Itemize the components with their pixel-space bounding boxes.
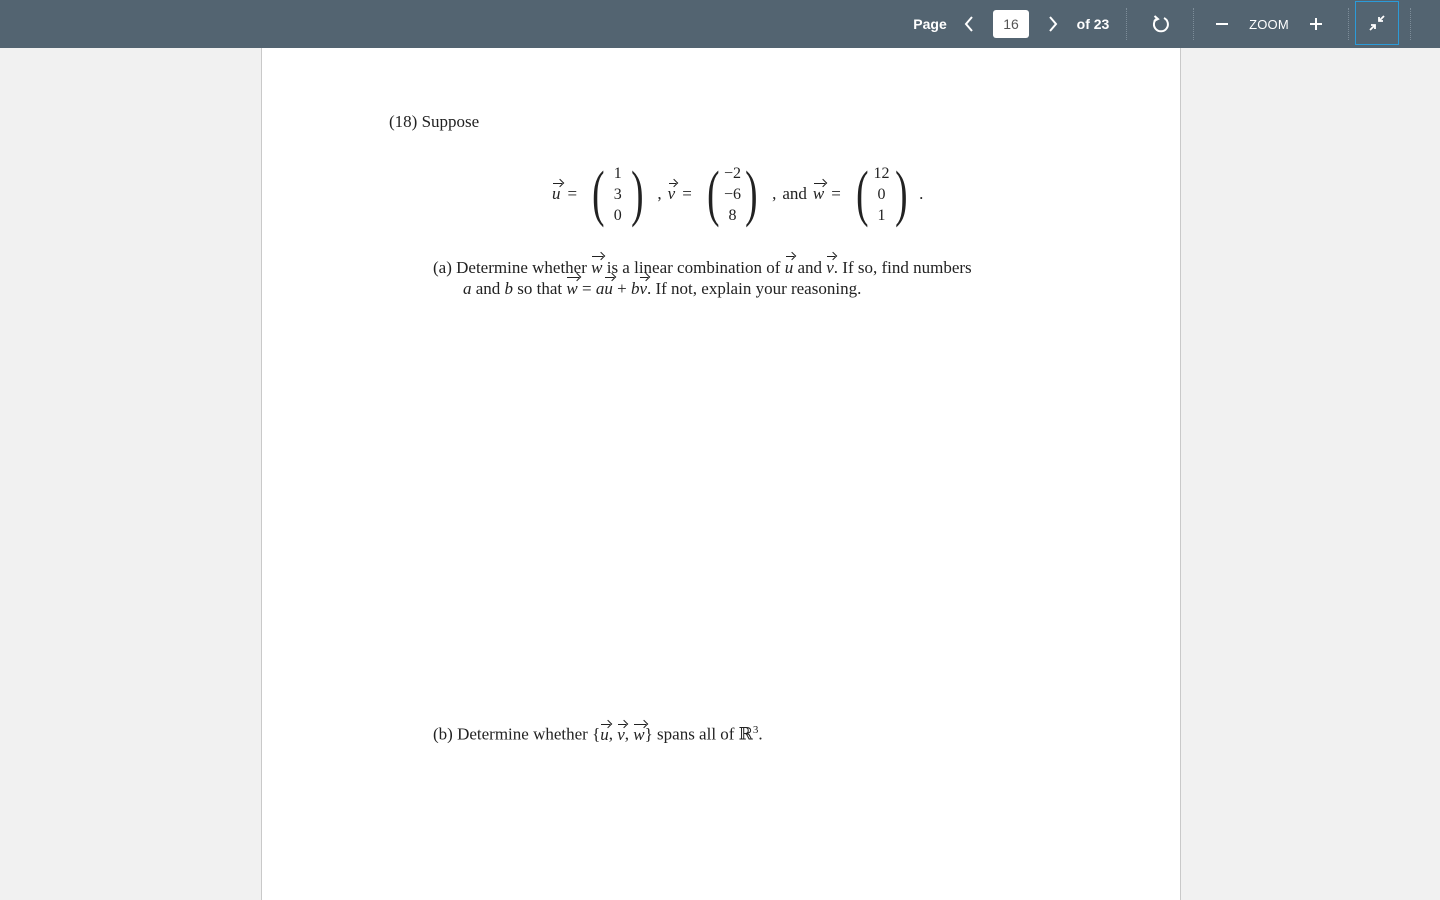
toolbar-divider: [1126, 8, 1127, 40]
zoom-label: ZOOM: [1249, 16, 1289, 32]
vector-w-symbol: w: [591, 258, 603, 277]
previous-page-button[interactable]: [956, 0, 982, 48]
page-label: Page: [913, 16, 947, 32]
vector-w-matrix: ( 12 0 1 ): [855, 160, 908, 228]
toolbar-divider: [1348, 8, 1349, 40]
vector-v-entry: −6: [723, 185, 741, 203]
page-count-label: of 23: [1076, 16, 1110, 32]
vector-v-entry: 8: [728, 206, 737, 224]
vector-w-symbol: w: [633, 724, 645, 744]
part-a-text: and: [475, 279, 501, 298]
part-a-question: (a) Determine whether w is a linear combination of u and v. If so, find numbers a and b so that w = au + bv. If not, explain your reasoning.: [433, 258, 972, 298]
vector-v-matrix: ( −2 −6 8 ): [706, 160, 758, 228]
vector-v-symbol: v: [667, 184, 676, 203]
part-a-text: and: [797, 258, 822, 277]
variable-b: b: [630, 279, 640, 298]
equals-sign: =: [567, 184, 578, 203]
problem-title: (18) Suppose: [389, 112, 480, 131]
vector-w-symbol: w: [812, 184, 825, 203]
vector-u-symbol: u: [552, 184, 561, 203]
chevron-left-icon: [963, 15, 975, 33]
vector-v-symbol: v: [826, 258, 834, 277]
connector-and: and: [782, 184, 807, 203]
minus-icon: [1214, 16, 1230, 32]
part-b-text: } spans all of ℝ: [644, 724, 753, 744]
variable-a: a: [463, 279, 472, 298]
vector-v-entry: −2: [723, 164, 741, 182]
part-a-text: so that: [517, 279, 563, 298]
toolbar-divider: [1193, 8, 1194, 40]
equals-sign: =: [682, 184, 692, 203]
vector-u-symbol: u: [600, 724, 609, 744]
document-page: [261, 48, 1181, 900]
part-a-label: (a): [433, 258, 452, 277]
vector-definitions: u = ( 1 3 0 ) , v = ( −2 −6 8 ) , and w = ( 12 0 1 ) .: [552, 160, 924, 228]
exit-fullscreen-icon: [1368, 14, 1386, 32]
part-b-question: (b) Determine whether {u, v, w} spans all of ℝ$^3$.: [433, 724, 763, 744]
vector-w-entry: 0: [877, 185, 886, 203]
superscript-3: 3: [752, 724, 759, 736]
vector-v-symbol: v: [617, 724, 625, 744]
part-a-text: Determine whether: [456, 258, 587, 277]
vector-u-symbol: u: [784, 258, 794, 277]
pdf-toolbar: [0, 0, 1440, 48]
chevron-right-icon: [1047, 15, 1059, 33]
vector-u-entry: 3: [613, 185, 622, 203]
page-number-input[interactable]: [993, 10, 1029, 38]
exit-fullscreen-button[interactable]: [1355, 1, 1399, 45]
vector-u-symbol: u: [604, 279, 613, 298]
part-b-text: .: [758, 724, 763, 744]
vector-u-matrix: ( 1 3 0 ): [592, 160, 644, 228]
zoom-in-button[interactable]: [1302, 0, 1330, 48]
vector-u-entry: 0: [613, 206, 622, 224]
part-a-text: . If not, explain your reasoning.: [646, 279, 862, 298]
vector-w-entry: 1: [877, 206, 886, 224]
toolbar-divider: [1410, 8, 1411, 40]
rotate-button[interactable]: [1146, 0, 1176, 48]
part-b-label: (b): [433, 724, 453, 744]
variable-a: a: [595, 279, 605, 298]
vector-v-symbol: v: [639, 279, 647, 298]
zoom-out-button[interactable]: [1208, 0, 1236, 48]
variable-b: b: [504, 279, 514, 298]
next-page-button[interactable]: [1040, 0, 1066, 48]
part-b-text: Determine whether {: [457, 724, 601, 744]
vector-w-symbol: w: [566, 279, 578, 298]
rotate-icon: [1151, 14, 1171, 34]
equals-sign: =: [831, 184, 841, 203]
vector-w-entry: 12: [873, 164, 890, 182]
part-a-text: . If so, find numbers: [833, 258, 972, 277]
part-a-text: is a linear combination of: [606, 258, 781, 277]
plus-icon: [1308, 16, 1324, 32]
vector-u-entry: 1: [613, 164, 622, 182]
